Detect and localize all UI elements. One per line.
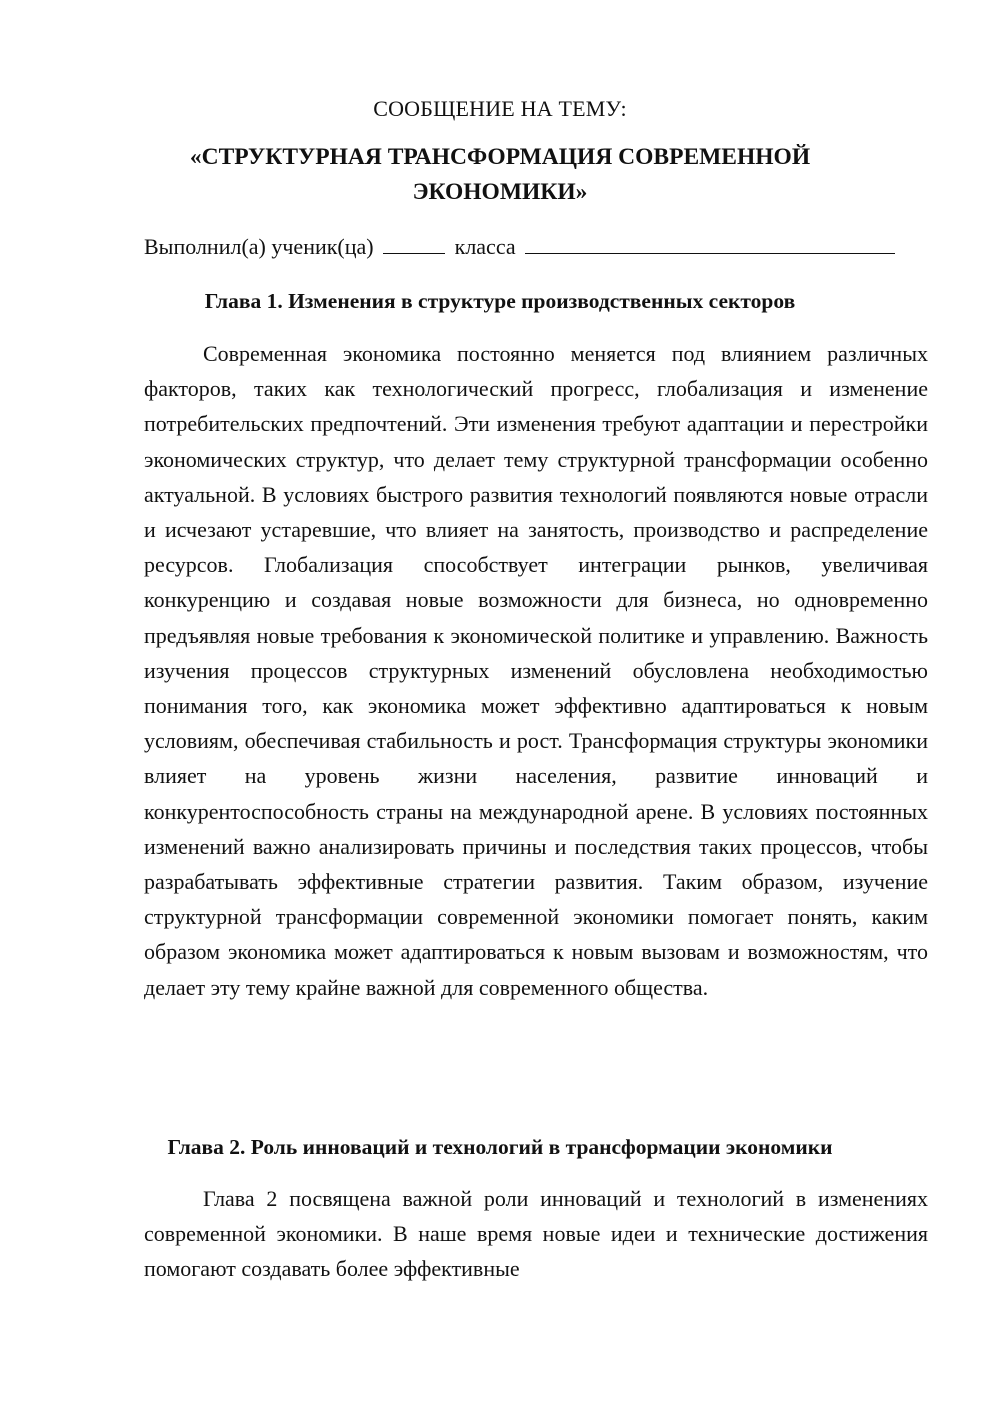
author-class-label: класса	[454, 234, 516, 259]
author-line	[144, 232, 944, 262]
document-title: «СТРУКТУРНАЯ ТРАНСФОРМАЦИЯ СОВРЕМЕННОЙ ЭКОНОМИКИ»	[189, 144, 811, 205]
class-number-blank	[383, 235, 445, 254]
student-name-blank	[525, 235, 895, 254]
author-prefix: Выполнил(а) ученик(ца)	[144, 234, 374, 259]
chapter-1-heading: Глава 1. Изменения в структуре производственных секторов	[204, 289, 796, 313]
chapter-2-paragraph: Глава 2 посвящена важной роли инноваций и технологий в изменениях современной экономики. В наше время новые идеи и технические достижения помогают создавать более эффективные	[144, 1186, 928, 1282]
chapter-2-heading: Глава 2. Роль инноваций и технологий в трансформации экономики	[167, 1135, 833, 1159]
chapter-1-paragraph: Современная экономика постоянно меняется под влиянием различных факторов, таких как технологический прогресс, глобализация и изменение потребительских предпочтений. Эти изменения требуют адаптации и перестройки экономических структур, что делает тему структурной трансформации особенно актуальной. В условиях быстрого развития технологий появляются новые отрасли и исчезают устаревшие, что влияет на занятость, производство и распределение ресурсов. Глобализация способствует интеграции рынков, увеличивая конкуренцию и создавая новые возможности для бизнеса, но одновременно предъявляя новые требования к экономической политике и управлению. Важность изучения процессов структурных изменений обусловлена необходимостью понимания того, как экономика может эффективно адаптироваться к новым условиям, обеспечивая стабильность и рост. Трансформация структуры экономики влияет на уровень жизни населения, развитие инноваций и конкурентоспособность страны на международной арене. В условиях постоянных изменений важно анализировать причины и последствия таких процессов, чтобы разрабатывать эффективные стратегии развития. Таким образом, изучение структурной трансформации современной экономики помогает понять, каким образом экономика может адаптироваться к новым вызовам и возможностям, что делает эту тему крайне важной для современного общества.	[144, 341, 928, 1000]
document-header-line: СООБЩЕНИЕ НА ТЕМУ:	[373, 96, 627, 121]
